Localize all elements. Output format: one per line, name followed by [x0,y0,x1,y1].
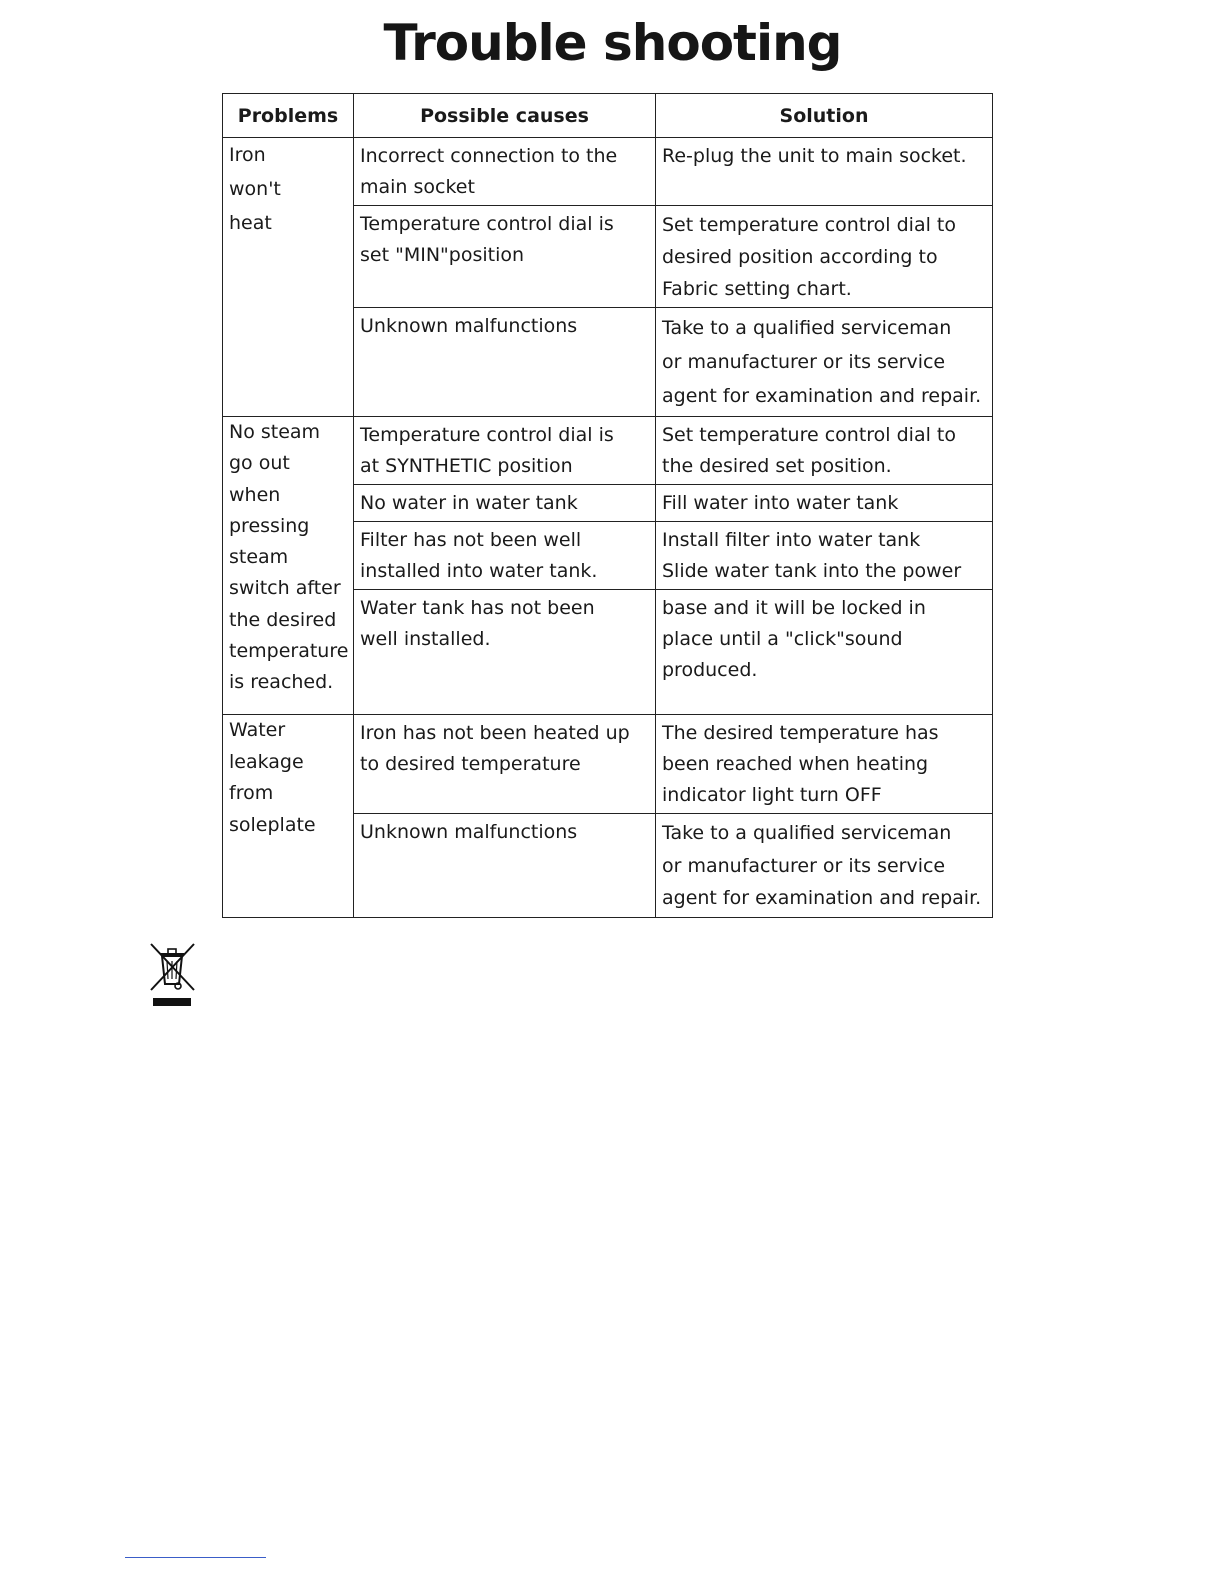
table-row [223,138,993,206]
solution-cell: The desired temperature has been reached when heating indicator light turn OFF [656,715,993,814]
problem-cell: Iron won't heat [223,138,354,417]
problem-cell: No steam go out when pressing steam switch after the desired temperature is reached. [223,417,354,715]
cause-cell: No water in water tank [354,485,656,522]
solution-cell: Set temperature control dial to desired position according to Fabric setting chart. [656,206,993,308]
solution-cell: Take to a qualified serviceman or manufacturer or its service agent for examination and repair. [656,814,993,918]
solution-cell: Fill water into water tank [656,485,993,522]
header-possible-causes: Possible causes [354,94,656,138]
cause-cell: Temperature control dial is set "MIN"position [354,206,656,308]
problem-cell: Water leakage from soleplate [223,715,354,918]
cause-cell: Iron has not been heated up to desired temperature [354,715,656,814]
header-solution: Solution [656,94,993,138]
solution-cell: base and it will be locked in place until a "click"sound produced. [656,590,993,715]
cause-cell: Incorrect connection to the main socket [354,138,656,206]
cause-cell: Temperature control dial is at SYNTHETIC position [354,417,656,485]
header-problems: Problems [223,94,354,138]
cause-cell: Unknown malfunctions [354,814,656,918]
crossed-out-wheelie-bin-icon [148,942,196,1008]
troubleshooting-table [222,93,993,918]
solution-cell: Set temperature control dial to the desired set position. [656,417,993,485]
cause-cell: Filter has not been well installed into water tank. [354,522,656,590]
solution-cell: Take to a qualified serviceman or manufacturer or its service agent for examination and repair. [656,308,993,417]
footer-divider [125,1557,266,1558]
solution-cell: Re-plug the unit to main socket. [656,138,993,206]
table-row [223,715,993,814]
cause-cell: Unknown malfunctions [354,308,656,417]
solution-cell: Install filter into water tank Slide water tank into the power [656,522,993,590]
cause-cell: Water tank has not been well installed. [354,590,656,715]
table-header-row [223,94,993,138]
page-title: Trouble shooting [383,14,842,72]
table-row [223,417,993,485]
